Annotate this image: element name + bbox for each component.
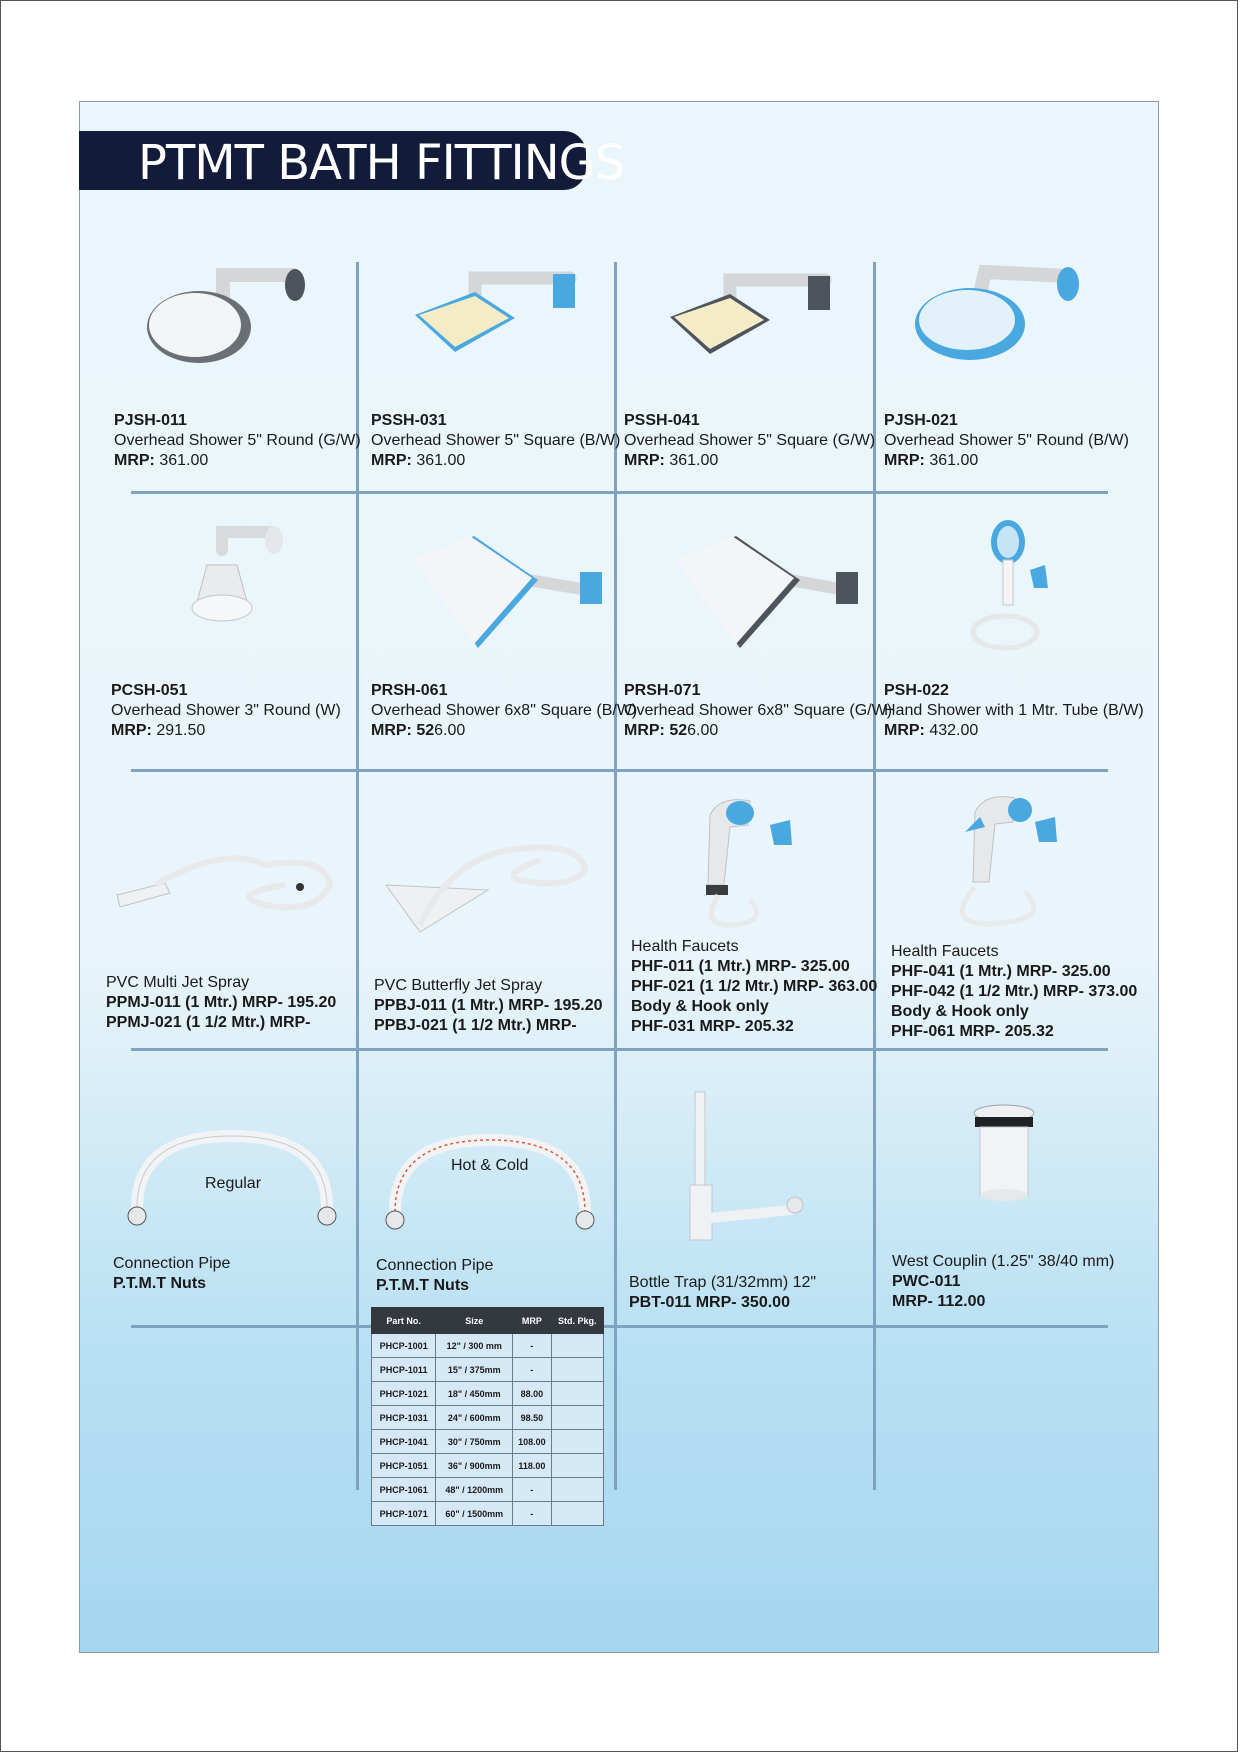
table-row: [372, 1358, 604, 1382]
part-no-cell: PHCP-1051: [372, 1454, 436, 1478]
hand-shower-icon: [960, 520, 1060, 665]
part-no-cell: PHCP-1031: [372, 1406, 436, 1430]
column-header: Part No.: [372, 1308, 436, 1334]
bottle-trap-info: Bottle Trap (31/32mm) 12" PBT-011 MRP- 350.00: [629, 1274, 817, 1311]
title-banner: [79, 131, 625, 191]
pipe-type-label: Hot & Cold: [451, 1157, 529, 1174]
grid-divider: [131, 1048, 1108, 1051]
column-header: MRP: [513, 1308, 552, 1334]
grid-divider: [131, 769, 1108, 772]
pipe-type-label: Regular: [205, 1175, 262, 1192]
table-row: [372, 1454, 604, 1478]
table-row: [372, 1478, 604, 1502]
health-faucet-grey-icon: [690, 795, 805, 940]
size-cell: 30" / 750mm: [436, 1430, 513, 1454]
grid-divider: [131, 1325, 1108, 1328]
part-no-cell: PHCP-1071: [372, 1502, 436, 1526]
mrp-cell: 88.00: [513, 1382, 552, 1406]
waste-coupling-info: West Couplin (1.25" 38/40 mm) PWC-011 MRP- 112.00: [892, 1253, 1115, 1310]
std-pkg-cell: [551, 1430, 603, 1454]
part-no-cell: PHCP-1021: [372, 1382, 436, 1406]
mrp-cell: 108.00: [513, 1430, 552, 1454]
size-cell: 18" / 450mm: [436, 1382, 513, 1406]
std-pkg-cell: [551, 1478, 603, 1502]
health-faucet-blue-icon: [945, 792, 1070, 937]
product-info: PRSH-071 Overhead Shower 6x8" Square (G/W) MRP: 526.00: [624, 682, 893, 739]
butterfly-jet-spray-icon: [380, 830, 590, 940]
pipe-info: Connection Pipe P.T.M.T Nuts: [376, 1257, 494, 1294]
table-row: [372, 1382, 604, 1406]
faucet-info: Health Faucets PHF-011 (1 Mtr.) MRP- 325.00 PHF-021 (1 1/2 Mtr.) MRP- 363.00 Body & Hook only PHF-031 MRP- 205.32: [631, 938, 878, 1035]
multi-jet-spray-icon: [115, 835, 340, 930]
table-row: [372, 1502, 604, 1526]
table-row: [372, 1406, 604, 1430]
size-cell: 48" / 1200mm: [436, 1478, 513, 1502]
faucet-info: Health Faucets PHF-041 (1 Mtr.) MRP- 325.00 PHF-042 (1 1/2 Mtr.) MRP- 373.00 Body & Hook only PHF-061 MRP- 205.32: [891, 943, 1138, 1040]
waste-coupling-icon: [970, 1103, 1040, 1203]
connection-pipe-hot-cold-icon: [383, 1132, 598, 1232]
product-info: PJSH-021 Overhead Shower 5" Round (B/W) MRP: 361.00: [884, 412, 1129, 469]
product-info: PSSH-031 Overhead Shower 5" Square (B/W) MRP: 361.00: [371, 412, 621, 469]
round-shower-grey-icon: [143, 255, 313, 370]
bottle-trap-icon: [680, 1090, 810, 1260]
mrp-cell: 98.50: [513, 1406, 552, 1430]
part-no-cell: PHCP-1041: [372, 1430, 436, 1454]
std-pkg-cell: [551, 1406, 603, 1430]
size-cell: 36" / 900mm: [436, 1454, 513, 1478]
page-title: PTMT BATH FITTINGS: [138, 135, 625, 191]
connection-pipe-icon: [125, 1128, 340, 1228]
product-info: PSSH-041 Overhead Shower 5" Square (G/W) MRP: 361.00: [624, 412, 876, 469]
product-info: PCSH-051 Overhead Shower 3" Round (W) MRP: 291.50: [111, 682, 341, 739]
size-cell: 15" / 375mm: [436, 1358, 513, 1382]
product-info: PJSH-011 Overhead Shower 5" Round (G/W) MRP: 361.00: [114, 412, 361, 469]
mrp-cell: 118.00: [513, 1454, 552, 1478]
std-pkg-cell: [551, 1382, 603, 1406]
part-no-cell: PHCP-1011: [372, 1358, 436, 1382]
connection-pipe-price-table: [371, 1307, 604, 1526]
round-shower-blue-icon: [910, 254, 1085, 369]
rect-shower-blue-icon: [408, 530, 608, 655]
size-cell: 60" / 1500mm: [436, 1502, 513, 1526]
pipe-info: Connection Pipe P.T.M.T Nuts: [113, 1255, 231, 1292]
product-info: PSH-022 Hand Shower with 1 Mtr. Tube (B/W) MRP: 432.00: [884, 682, 1144, 739]
mrp-cell: -: [513, 1334, 552, 1358]
column-header: Std. Pkg.: [551, 1308, 603, 1334]
size-cell: 24" / 600mm: [436, 1406, 513, 1430]
square-shower-blue-icon: [405, 260, 585, 370]
std-pkg-cell: [551, 1454, 603, 1478]
table-row: [372, 1334, 604, 1358]
std-pkg-cell: [551, 1358, 603, 1382]
std-pkg-cell: [551, 1334, 603, 1358]
part-no-cell: PHCP-1061: [372, 1478, 436, 1502]
part-no-cell: PHCP-1001: [372, 1334, 436, 1358]
rect-shower-grey-icon: [670, 530, 870, 655]
table-row: [372, 1430, 604, 1454]
std-pkg-cell: [551, 1502, 603, 1526]
column-header: Size: [436, 1308, 513, 1334]
mrp-cell: -: [513, 1502, 552, 1526]
mrp-cell: -: [513, 1358, 552, 1382]
size-cell: 12" / 300 mm: [436, 1334, 513, 1358]
mrp-cell: -: [513, 1478, 552, 1502]
spray-info: PVC Butterfly Jet Spray PPBJ-011 (1 Mtr.) MRP- 195.20 PPBJ-021 (1 1/2 Mtr.) MRP-: [374, 977, 603, 1034]
grid-divider: [131, 491, 1108, 494]
square-shower-grey-icon: [660, 262, 840, 370]
small-round-shower-icon: [172, 520, 292, 635]
product-info: PRSH-061 Overhead Shower 6x8" Square (B/W) MRP: 526.00: [371, 682, 638, 739]
spray-info: PVC Multi Jet Spray PPMJ-011 (1 Mtr.) MRP- 195.20 PPMJ-021 (1 1/2 Mtr.) MRP-: [106, 974, 337, 1031]
table-header-row: [372, 1308, 604, 1334]
